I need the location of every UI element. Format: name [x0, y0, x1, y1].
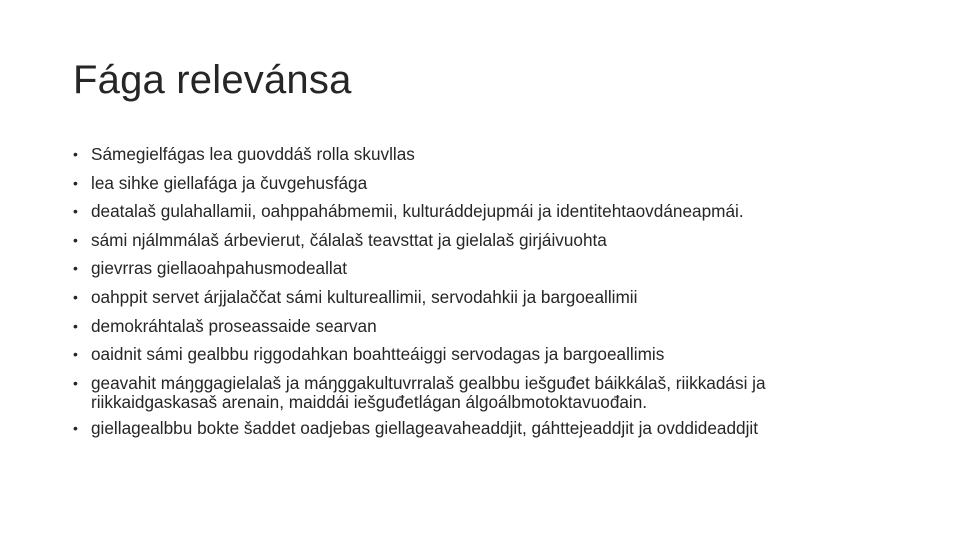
bullet-text: geavahit máŋggagielalaš ja máŋggakultuvrralaš gealbbu iešguđet báikkálaš, riikkadási ja riikkaidgaskasaš arenain, maiddái iešguđetlágan álgoálbmotoktavuođain. — [91, 372, 766, 412]
bullet-text: Sámegielfágas lea guovddáš rolla skuvllas — [91, 144, 415, 164]
list-item — [73, 288, 893, 307]
bullet-icon: • — [73, 203, 78, 220]
bullet-icon: • — [73, 346, 78, 363]
bullet-text: oaidnit sámi gealbbu riggodahkan boahtteáiggi servodagas ja bargoeallimis — [91, 344, 665, 365]
bullet-icon: • — [73, 231, 78, 248]
bullet-icon: • — [73, 317, 78, 334]
list-item — [73, 374, 893, 412]
list-item — [73, 145, 893, 164]
bullet-text: deatalaš gulahallamii, oahppahábmemii, kulturáddejupmái ja identitehtaovdáneapmái. — [91, 201, 744, 222]
bullet-text: demokráhtalaš proseassaide searvan — [91, 315, 377, 336]
bullet-list — [73, 145, 893, 447]
list-item — [73, 231, 893, 250]
list-item — [73, 259, 893, 278]
bullet-text: gievrras giellaoahpahusmodeallat — [91, 258, 348, 279]
bullet-icon: • — [73, 260, 78, 277]
list-item — [73, 317, 893, 336]
bullet-icon: • — [73, 374, 78, 391]
bullet-icon: • — [73, 288, 78, 305]
list-item — [73, 174, 893, 193]
bullet-icon: • — [73, 419, 78, 436]
bullet-text: giellagealbbu bokte šaddet oadjebas giellageavaheaddjit, gáhttejeaddjit ja ovddideaddjit — [91, 417, 759, 438]
slide-title: Fága relevánsa — [73, 58, 352, 102]
bullet-text: lea sihke giellafága ja čuvgehusfága — [91, 172, 368, 193]
list-item — [73, 202, 893, 221]
bullet-icon: • — [73, 146, 78, 162]
bullet-text: sámi njálmmálaš árbevierut, čálalaš teavsttat ja gielalaš girjáivuohta — [91, 229, 607, 250]
list-item — [73, 345, 893, 364]
bullet-text: oahppit servet árjjalaččat sámi kultureallimii, servodahkii ja bargoeallimii — [91, 286, 638, 307]
bullet-icon: • — [73, 174, 78, 191]
list-item — [73, 419, 893, 438]
